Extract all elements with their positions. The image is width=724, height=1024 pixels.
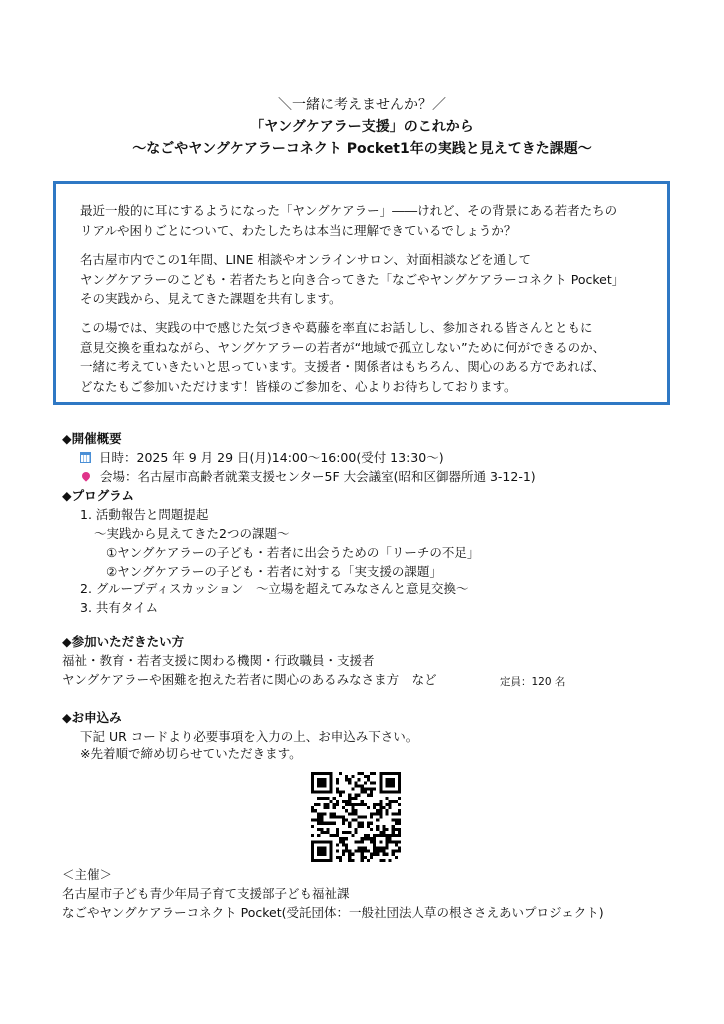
overview-venue (82, 468, 536, 486)
audience-line-2: ヤングケアラーや困難を抱えた若者に関心のあるみなさま方 など (62, 672, 437, 687)
program-item-2: 2. グループディスカッション 〜立場を超えてみなさんと意見交換〜 (80, 581, 469, 596)
program-item-1b: ②ヤングケアラーの子ども・若者に対する「実支援の課題」 (106, 564, 442, 579)
map-pin-icon (80, 470, 91, 481)
program-heading: ◆プログラム (62, 488, 134, 503)
intro-paragraph-3 (80, 318, 653, 396)
intro-line: 最近一般的に耳にするようになった「ヤングケアラー」――けれど、その背景にある若者たちの (80, 203, 618, 218)
organizer-line-2: なごやヤングケアラーコネクト Pocket(受託団体：一般社団法人草の根ささえあいプロジェクト) (62, 905, 604, 920)
program-item-1a: ①ヤングケアラーの子ども・若者に出会うための「リーチの不足」 (106, 545, 480, 560)
intro-line: ヤングケアラーのこども・若者たちと向き合ってきた「なごやヤングケアラーコネクト Pocket」 (80, 271, 625, 287)
program-item-1-sub: 〜実践から見えてきた2つの課題〜 (94, 526, 290, 541)
intro-line: 名古屋市内でこの1年間、LINE 相談やオンラインサロン、対面相談などを通して (80, 252, 531, 267)
apply-line-1: 下記 UR コードより必要事項を入力の上、お申込み下さい。 (80, 729, 419, 744)
organizer-line-1: 名古屋市子ども青少年局子育て支援部子ども福祉課 (62, 886, 350, 901)
intro-paragraph-1 (80, 201, 653, 240)
header-title: 「ヤングケアラー支援」のこれから (250, 119, 474, 135)
overview-date (80, 449, 444, 467)
audience-heading: ◆参加いただきたい方 (62, 634, 185, 649)
organizer-heading: ＜主催＞ (62, 867, 113, 882)
apply-line-2: ※先着順で締め切らせていただきます。 (80, 746, 302, 761)
overview-venue-text: 会場：名古屋市高齢者就業支援センター5F 大会議室(昭和区御器所通 3-12-1) (100, 469, 536, 484)
capacity-value: 120 名 (531, 676, 566, 688)
intro-line: その実践から、見えてきた課題を共有します。 (80, 291, 342, 306)
calendar-icon (80, 452, 91, 463)
qr-code-graphic (311, 772, 401, 862)
header-subtitle: 〜なごやヤングケアラーコネクト Pocket1年の実践と見えてきた課題〜 (132, 141, 592, 157)
header-tagline: ＼一緒に考えませんか？／ (278, 97, 446, 113)
apply-heading: ◆お申込み (62, 710, 122, 725)
intro-line: この場では、実践の中で感じた気づきや葛藤を率直にお話しし、参加される皆さんとともに (80, 320, 593, 335)
capacity-label: 定員： (500, 676, 532, 688)
program-item-3: 3. 共有タイム (80, 600, 159, 615)
audience-line-1: 福祉・教育・若者支援に関わる機関・行政職員・支援者 (62, 653, 375, 668)
qr-code[interactable] (311, 772, 401, 862)
intro-line: リアルや困りごとについて、わたしたちは本当に理解できているでしょうか？ (80, 222, 517, 238)
overview-heading: ◆開催概要 (62, 431, 122, 446)
overview-date-text: 日時：2025 年 9 月 29 日(月)14:00〜16:00(受付 13:30〜) (99, 450, 444, 465)
intro-line: 一緒に考えていきたいと思っています。支援者・関係者はもちろん、関心のある方であれば、 (80, 359, 605, 374)
program-item-1: 1. 活動報告と問題提起 (80, 507, 209, 522)
intro-line: どなたもご参加いただけます！皆様のご参加を、心よりお待ちしております。 (80, 378, 517, 394)
intro-paragraph-2 (80, 250, 653, 309)
intro-line: 意見交換を重ねながら、ヤングケアラーの若者が“地域で孤立しない”ために何ができるのか、 (80, 339, 606, 355)
intro-box (53, 181, 670, 405)
capacity (500, 673, 565, 691)
